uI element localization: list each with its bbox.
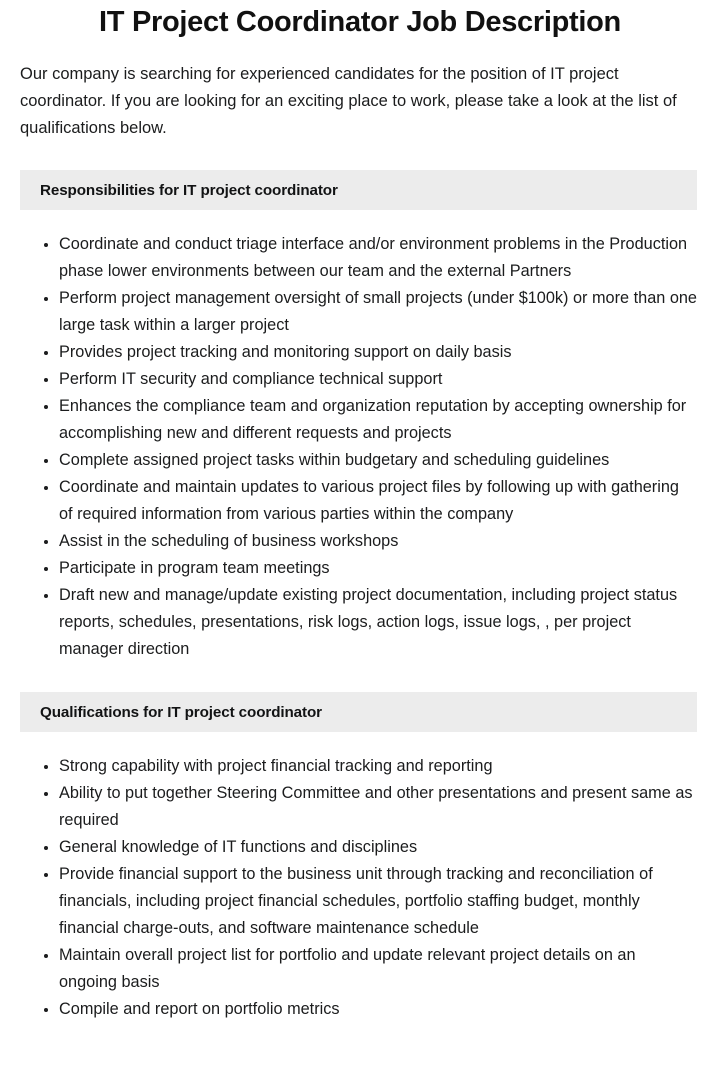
list-item: Maintain overall project list for portfolio and update relevant project details on an ongoing basis — [20, 942, 697, 996]
list-item: General knowledge of IT functions and disciplines — [20, 834, 697, 861]
list-item: Provides project tracking and monitoring support on daily basis — [20, 339, 697, 366]
list-item: Enhances the compliance team and organization reputation by accepting ownership for accomplishing new and different requests and projects — [20, 393, 697, 447]
section-responsibilities — [0, 170, 720, 663]
list-item: Assist in the scheduling of business workshops — [20, 528, 697, 555]
section-qualifications — [0, 692, 720, 1047]
list-item: Coordinate and conduct triage interface and/or environment problems in the Production phase lower environments between our team and the external Partners — [20, 231, 697, 285]
list-item: Provide financial support to the business unit through tracking and reconciliation of financials, including project financial schedules, portfolio staffing budget, monthly financial charge-outs, and software maintenance schedule — [20, 861, 697, 942]
qualifications-list — [0, 732, 720, 1047]
list-item: Perform IT security and compliance technical support — [20, 366, 697, 393]
section-heading-label: Qualifications for IT project coordinator — [40, 703, 322, 721]
list-item: Perform project management oversight of small projects (under $100k) or more than one large task within a larger project — [20, 285, 697, 339]
list-item: Draft new and manage/update existing project documentation, including project status reports, schedules, presentations, risk logs, action logs, issue logs, , per project manager direction — [20, 582, 697, 663]
list-item: Participate in program team meetings — [20, 555, 697, 582]
section-heading-label: Responsibilities for IT project coordinator — [40, 181, 338, 199]
page-title: IT Project Coordinator Job Description — [99, 6, 621, 38]
list-item: Strong capability with project financial tracking and reporting — [20, 753, 697, 780]
list-item: Ability to put together Steering Committee and other presentations and present same as required — [20, 780, 697, 834]
list-item: Coordinate and maintain updates to various project files by following up with gathering of required information from various parties within the company — [20, 474, 697, 528]
section-header-responsibilities — [20, 170, 697, 210]
list-item: Compile and report on portfolio metrics — [20, 996, 697, 1023]
intro-paragraph: Our company is searching for experienced candidates for the position of IT project coordinator. If you are looking for an exciting place to work, please take a look at the list of qualifications below. — [20, 65, 677, 138]
responsibilities-list — [0, 210, 720, 663]
section-header-qualifications — [20, 692, 697, 732]
list-item: Complete assigned project tasks within budgetary and scheduling guidelines — [20, 447, 697, 474]
